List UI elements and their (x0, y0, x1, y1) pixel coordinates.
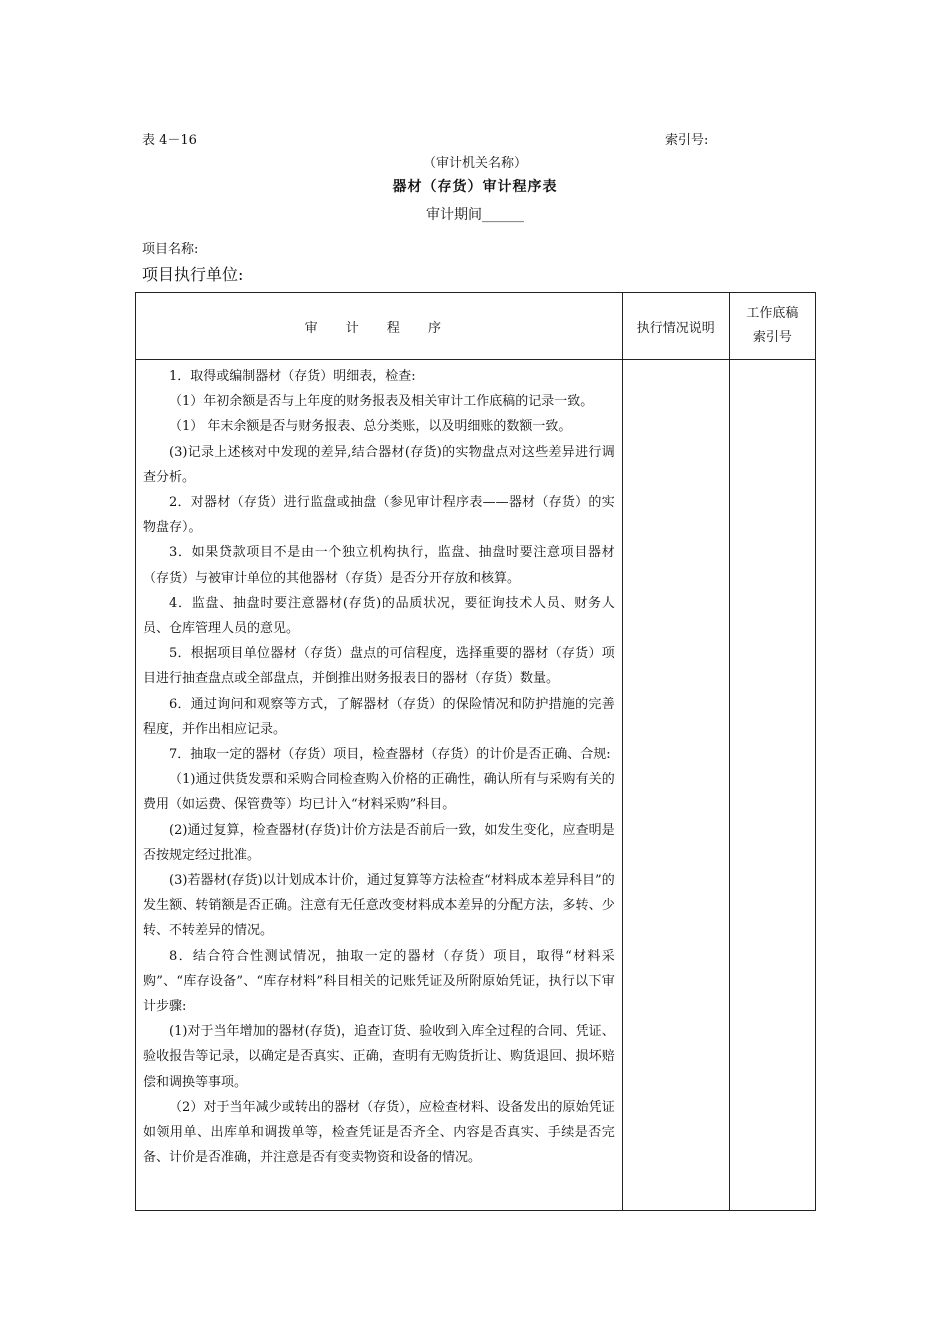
procedure-item: 4．监盘、抽盘时要注意器材(存货)的品质状况，要征询技术人员、财务人员、仓库管理人员的意见。 (143, 595, 615, 637)
header-index (729, 293, 815, 360)
procedure-item: (3)若器材(存货)以计划成本计价，通过复算等方法检查“材料成本差异科目”的发生额、转销额是否正确。注意有无任意改变材料成本差异的分配方法，多转、少转、不转差异的情况。 (143, 873, 615, 939)
index-number-label: 索引号: (665, 133, 709, 148)
procedure-item: （2）对于当年减少或转出的器材（存货），应检查材料、设备发出的原始凭证如领用单、出库单和调拨单等，检查凭证是否齐全、内容是否真实、手续是否完备、计价是否准确，并注意是否有变卖物资和设备的情况。 (143, 1099, 615, 1166)
procedure-cell (136, 360, 623, 1211)
procedure-item: （1） 年末余额是否与财务报表、总分类账，以及明细账的数额一致。 (169, 419, 572, 435)
index-cell (729, 360, 815, 1211)
procedure-item: 3．如果贷款项目不是由一个独立机构执行，监盘、抽盘时要注意项目器材（存货）与被审计单位的其他器材（存货）是否分开存放和核算。 (143, 545, 615, 586)
procedure-item: 6．通过询问和观察等方式，了解器材（存货）的保险情况和防护措施的完善程度，并作出相应记录。 (143, 696, 615, 737)
agency-name: （审计机关名称） (422, 156, 527, 171)
table-body-row (136, 360, 816, 1211)
project-unit-label: 项目执行单位: (142, 265, 244, 284)
table-header-row (136, 293, 816, 360)
header-index-line1: 工作底稿 (746, 306, 799, 321)
procedure-item: （1）年初余额是否与上年度的财务报表及相关审计工作底稿的记录一致。 (169, 394, 594, 410)
procedure-item: 1．取得或编制器材（存货）明细表，检查: (169, 369, 416, 384)
header-execution: 执行情况说明 (622, 293, 729, 360)
page-title: 器材（存货）审计程序表 (392, 179, 558, 195)
audit-period: 审计期间______ (426, 207, 524, 223)
table-number: 表 4－16 (142, 133, 197, 148)
procedure-item: （1)通过供货发票和采购合同检查购入价格的正确性，确认所有与采购有关的费用（如运费、保管费等）均已计入“材料采购”科目。 (143, 772, 615, 813)
procedure-item: 8．结合符合性测试情况，抽取一定的器材（存货）项目，取得“材料采购”、“库存设备”、“库存材料”科目相关的记账凭证及所附原始凭证，执行以下审计步骤: (143, 948, 615, 1015)
procedure-item: 2．对器材（存货）进行监盘或抽盘（参见审计程序表——器材（存货）的实物盘存）。 (143, 495, 615, 536)
procedure-item: (3)记录上述核对中发现的差异,结合器材(存货)的实物盘点对这些差异进行调查分析。 (143, 444, 615, 485)
procedure-item: (1)对于当年增加的器材(存货)，追查订货、验收到入库全过程的合同、凭证、验收报告等记录，以确定是否真实、正确，查明有无购货折让、购货退回、损坏赔偿和调换等事项。 (143, 1024, 615, 1090)
procedure-item: 7．抽取一定的器材（存货）项目，检查器材（存货）的计价是否正确、合规: (169, 747, 611, 763)
procedure-item: (2)通过复算，检查器材(存货)计价方法是否前后一致，如发生变化，应查明是否按规定经过批准。 (143, 822, 615, 863)
project-name-label: 项目名称: (142, 242, 199, 257)
header-index-line2: 索引号 (752, 330, 792, 345)
execution-cell (622, 360, 729, 1211)
audit-procedure-table (135, 292, 816, 1211)
procedure-item: 5．根据项目单位器材（存货）盘点的可信程度，选择重要的器材（存货）项目进行抽查盘点或全部盘点，并倒推出财务报表日的器材（存货）数量。 (143, 646, 615, 687)
header-procedure: 审 计 程 序 (136, 293, 623, 360)
